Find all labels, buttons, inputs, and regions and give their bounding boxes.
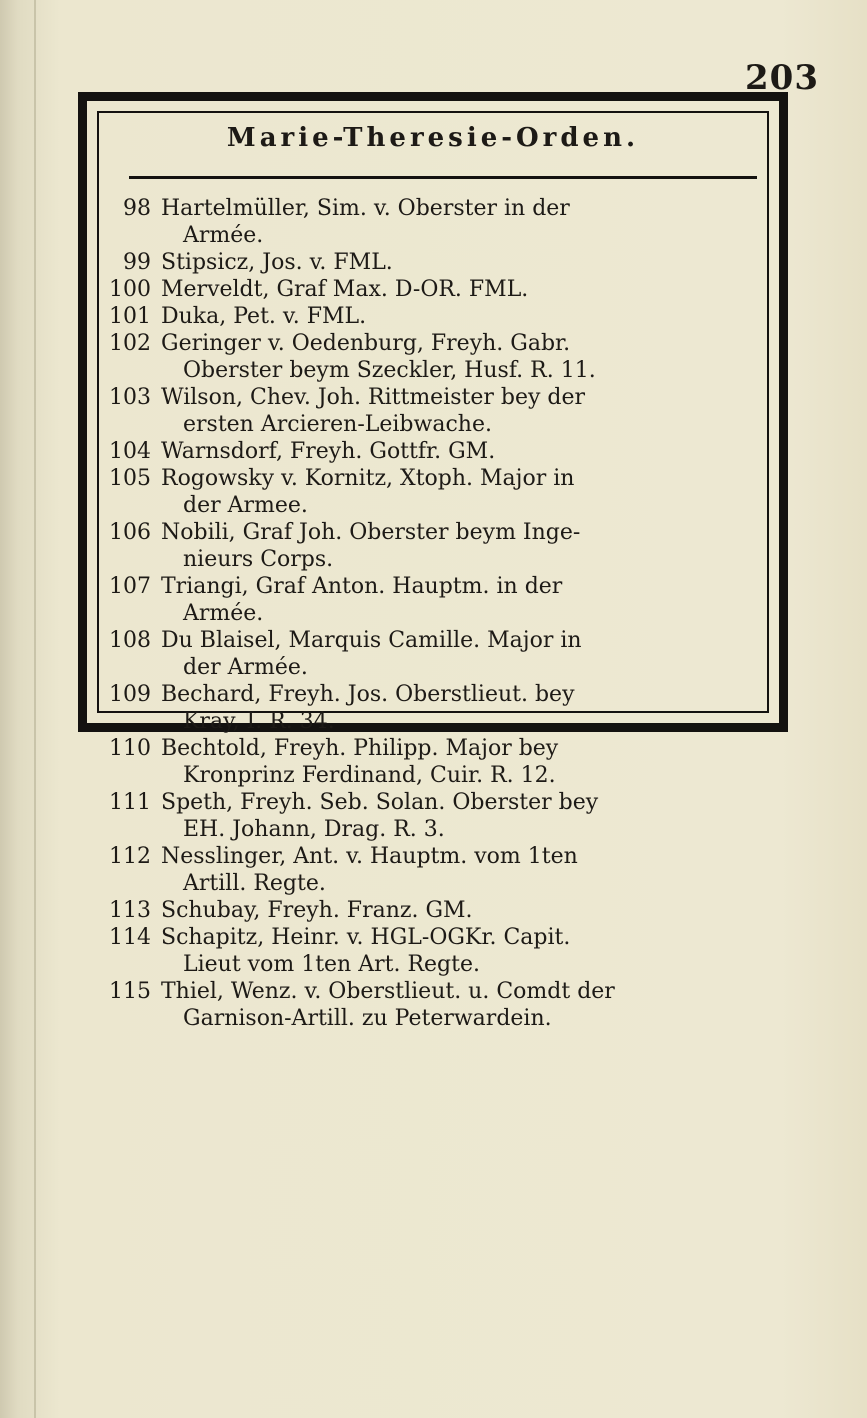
entry-number: 110 <box>109 736 151 761</box>
entry-continuation: Artill. Regte. <box>183 871 326 896</box>
entry-text <box>161 897 767 924</box>
entry-number: 108 <box>109 628 151 653</box>
entry-text <box>161 519 767 573</box>
list-item <box>99 627 767 681</box>
entry-continuation: Armée. <box>183 223 264 248</box>
entry-line: Du Blaisel, Marquis Camille. Major in <box>161 628 582 653</box>
entry-text <box>161 735 767 789</box>
text-frame <box>78 92 788 1031</box>
entry-text <box>161 249 767 276</box>
entry-line: Stipsicz, Jos. v. FML. <box>161 250 393 275</box>
entry-line: Speth, Freyh. Seb. Solan. Oberster bey <box>161 790 599 815</box>
list-item <box>99 249 767 276</box>
entry-text <box>161 978 767 1032</box>
entry-number: 105 <box>109 466 151 491</box>
entry-number: 107 <box>109 574 151 599</box>
inner-frame <box>97 111 769 1031</box>
entry-line: Triangi, Graf Anton. Hauptm. in der <box>161 574 563 599</box>
entry-line: Bechard, Freyh. Jos. Oberstlieut. bey <box>161 682 575 707</box>
entry-number: 104 <box>109 439 151 464</box>
entry-text <box>161 303 767 330</box>
entry-line: Geringer v. Oedenburg, Freyh. Gabr. <box>161 331 571 356</box>
list-item <box>99 465 767 519</box>
list-item <box>99 384 767 438</box>
entry-line: Merveldt, Graf Max. D-OR. FML. <box>161 277 529 302</box>
entry-number: 112 <box>109 844 151 869</box>
entry-continuation: der Armée. <box>183 655 308 680</box>
entry-line: Thiel, Wenz. v. Oberstlieut. u. Comdt der <box>161 979 615 1004</box>
entry-continuation: Kronprinz Ferdinand, Cuir. R. 12. <box>183 763 556 788</box>
entry-text <box>161 330 767 384</box>
list-item <box>99 330 767 384</box>
entry-continuation: ersten Arcieren-Leibwache. <box>183 412 492 437</box>
entry-number: 100 <box>109 277 151 302</box>
entry-text <box>161 924 767 978</box>
list-item <box>99 681 767 735</box>
entry-line: Duka, Pet. v. FML. <box>161 304 367 329</box>
entry-number: 114 <box>109 925 151 950</box>
page-gutter <box>34 0 36 1418</box>
list-item <box>99 924 767 978</box>
entry-continuation: nieurs Corps. <box>183 547 334 572</box>
entry-continuation: Garnison-Artill. zu Peterwardein. <box>183 1006 552 1031</box>
entry-text <box>161 384 767 438</box>
entry-text <box>161 843 767 897</box>
list-item <box>99 276 767 303</box>
entry-text <box>161 465 767 519</box>
entry-continuation: Lieut vom 1ten Art. Regte. <box>183 952 480 977</box>
entry-continuation: EH. Johann, Drag. R. 3. <box>183 817 445 842</box>
list-item <box>99 843 767 897</box>
entry-line: Nobili, Graf Joh. Oberster beym Inge- <box>161 520 581 545</box>
entry-number: 115 <box>109 979 151 1004</box>
entry-line: Wilson, Chev. Joh. Rittmeister bey der <box>161 385 586 410</box>
list-item <box>99 519 767 573</box>
entry-continuation: Armée. <box>183 601 264 626</box>
entry-text <box>161 627 767 681</box>
page-number: 203 <box>745 58 819 98</box>
entry-line: Rogowsky v. Kornitz, Xtoph. Major in <box>161 466 575 491</box>
entry-continuation: Kray, I. R. 34. <box>183 709 335 734</box>
heading-rule <box>129 176 757 179</box>
entry-number: 109 <box>109 682 151 707</box>
entry-line: Nesslinger, Ant. v. Hauptm. vom 1ten <box>161 844 578 869</box>
list-item <box>99 573 767 627</box>
entry-text <box>161 195 767 249</box>
entry-line: Schubay, Freyh. Franz. GM. <box>161 898 473 923</box>
entry-number: 103 <box>109 385 151 410</box>
entry-continuation: Oberster beym Szeckler, Husf. R. 11. <box>183 358 596 383</box>
entry-text <box>161 573 767 627</box>
list-item <box>99 897 767 924</box>
list-item <box>99 195 767 249</box>
entry-line: Bechtold, Freyh. Philipp. Major bey <box>161 736 559 761</box>
list-item <box>99 789 767 843</box>
section-heading: Marie-Theresie-Orden. <box>226 123 640 153</box>
entry-number: 99 <box>123 250 151 275</box>
entry-text <box>161 681 767 735</box>
list-item <box>99 303 767 330</box>
entry-line: Warnsdorf, Freyh. Gottfr. GM. <box>161 439 496 464</box>
entry-number: 98 <box>123 196 151 221</box>
entry-list <box>99 195 767 1032</box>
entry-number: 102 <box>109 331 151 356</box>
entry-text <box>161 276 767 303</box>
entry-continuation: der Armee. <box>183 493 308 518</box>
list-item <box>99 978 767 1032</box>
entry-number: 111 <box>109 790 151 815</box>
entry-line: Hartelmüller, Sim. v. Oberster in der <box>161 196 570 221</box>
entry-line: Schapitz, Heinr. v. HGL-OGKr. Capit. <box>161 925 571 950</box>
entry-number: 113 <box>109 898 151 923</box>
entry-text <box>161 438 767 465</box>
entry-number: 106 <box>109 520 151 545</box>
entry-number: 101 <box>109 304 151 329</box>
list-item <box>99 735 767 789</box>
entry-text <box>161 789 767 843</box>
list-item <box>99 438 767 465</box>
